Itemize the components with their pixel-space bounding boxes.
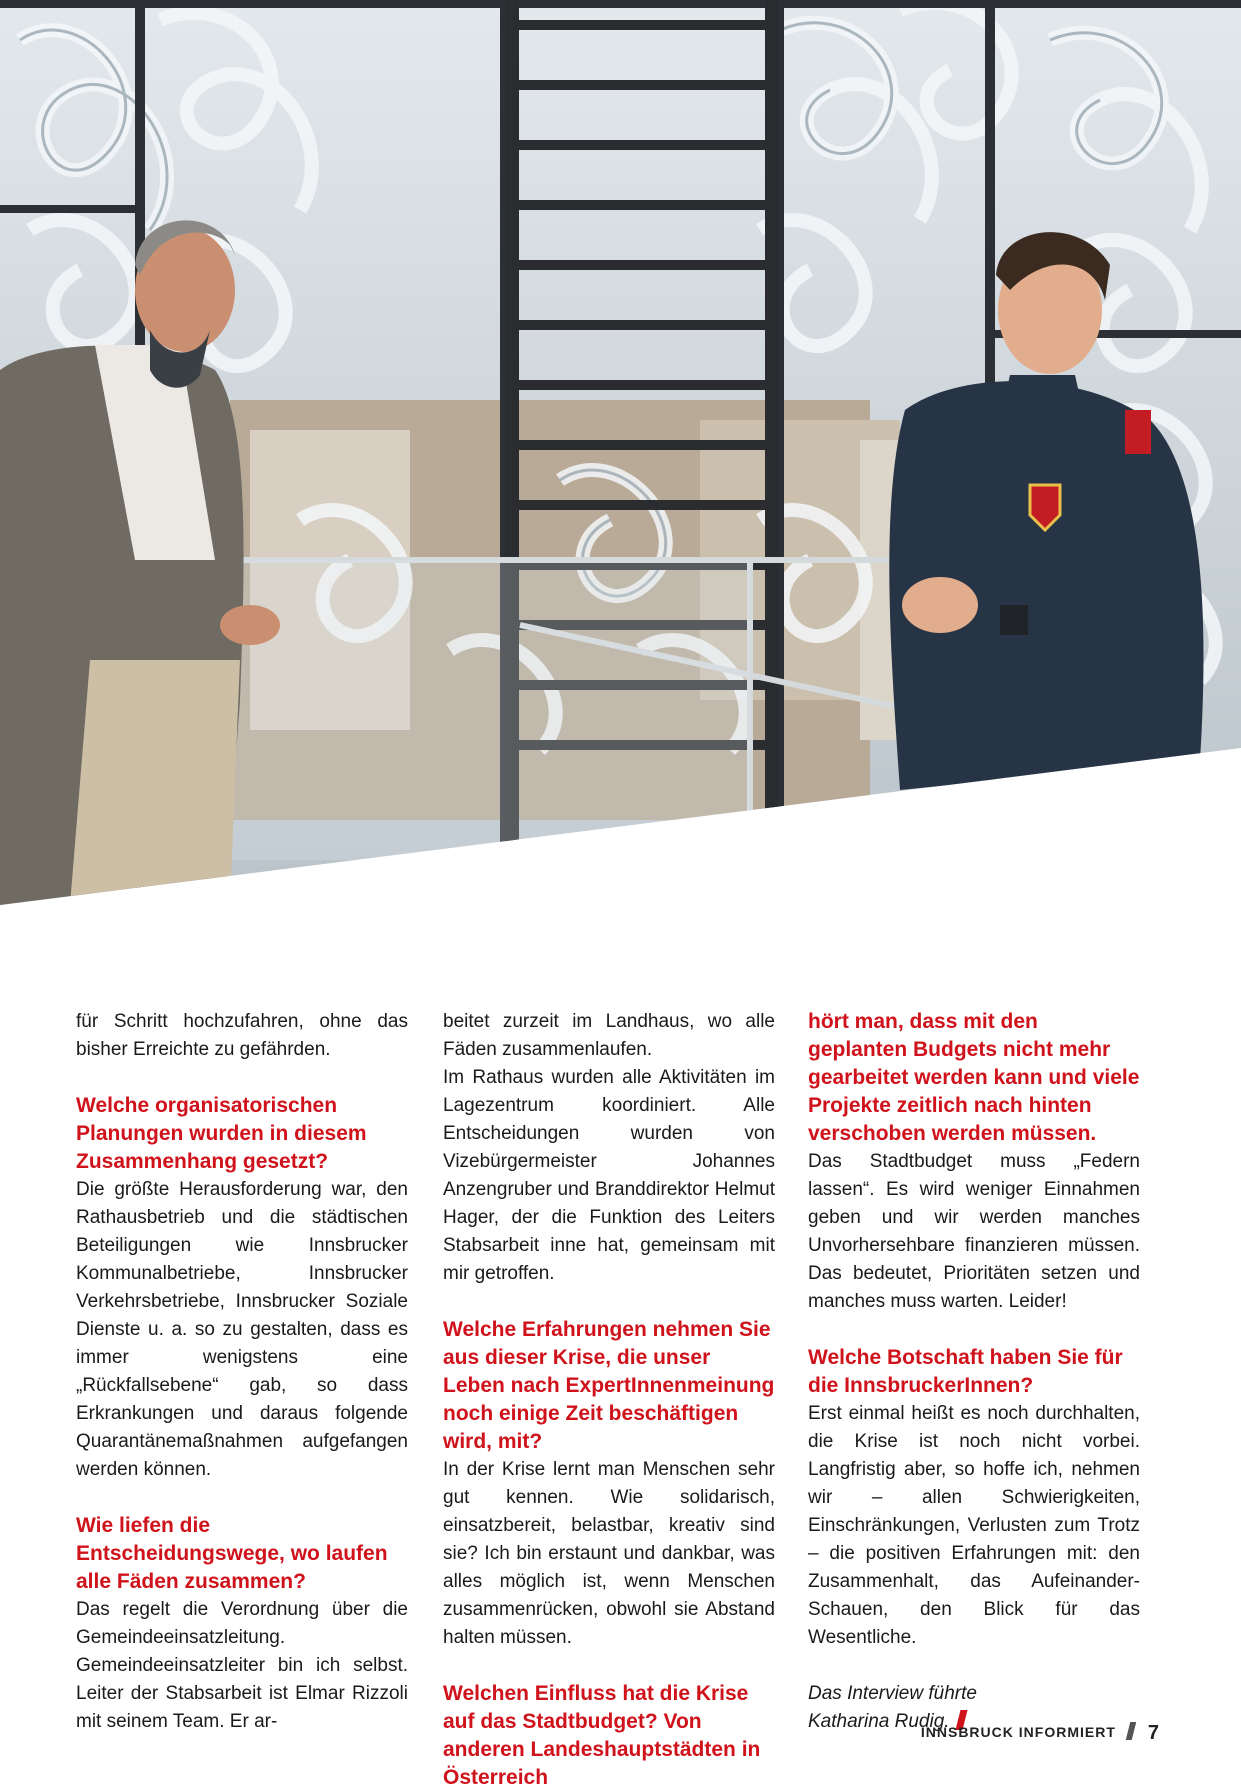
paragraph-continued: beitet zurzeit im Landhaus, wo alle Fäden zusammenlaufen.	[443, 1011, 775, 1060]
publication-name: INNSBRUCK INFORMIERT	[920, 1724, 1116, 1740]
paragraph-continued: für Schritt hochzufahren, ohne das bisher Erreichte zu gefährden.	[76, 1011, 408, 1060]
text-column-3	[808, 1008, 1140, 1736]
text-column-2	[443, 1008, 775, 1792]
question-heading: Welche Erfahrungen nehmen Sie aus dieser Krise, die unser Leben nach ExpertInnenmeinung noch einige Zeit beschäftigen wird, mit?	[443, 1318, 775, 1453]
answer-paragraph: In der Krise lernt man Menschen sehr gut kennen. Wie solidarisch, einsatzbereit, belastbar, kreativ sind sie? Ich bin erstaunt und dankbar, was alles möglich ist, wenn Menschen zusammenrücken, obwohl sie Abstand halten müssen.	[443, 1459, 775, 1648]
text-column-1	[76, 1008, 408, 1736]
interview-credit-line: Das Interview führte	[808, 1683, 977, 1704]
answer-paragraph: Die größte Herausforderung war, den Rathausbetrieb und die städtischen Beteiligungen wie Innsbrucker Kommunalbetriebe, Innsbrucker Verkehrsbetriebe, Innsbrucker Soziale Dienste u. a. so zu gestalten, dass es immer wenigstens eine „Rückfallsebene“ gab, so dass Erkrankungen und daraus folgende Quarantänemaßnahmen aufgefangen werden können.	[76, 1179, 408, 1480]
question-heading: Welchen Einfluss hat die Krise auf das Stadtbudget? Von anderen Landeshauptstädten in Österreich	[443, 1682, 761, 1789]
answer-paragraph: Im Rathaus wurden alle Aktivitäten im Lagezentrum koordiniert. Alle Entscheidungen wurden von Vizebürgermeister Johannes Anzengruber und Branddirektor Helmut Hager, der die Funktion des Leiters Stabsarbeit inne hat, gemeinsam mit mir getroffen.	[443, 1067, 775, 1284]
page-footer	[921, 1722, 1159, 1745]
page-number: 7	[1147, 1722, 1159, 1744]
footer-divider-icon	[1126, 1722, 1136, 1740]
question-heading: Welche organisatorischen Planungen wurden in diesem Zusammenhang gesetzt?	[76, 1094, 367, 1173]
interviewer-name: Katharina Rudig.	[808, 1711, 950, 1732]
question-heading: Welche Botschaft haben Sie für die InnsbruckerInnen?	[808, 1346, 1123, 1397]
question-heading: Wie liefen die Entscheidungswege, wo laufen alle Fäden zusammen?	[76, 1514, 388, 1593]
answer-paragraph: Das Stadtbudget muss „Federn lassen“. Es wird weniger Einnahmen geben und wir werden manches Unvorhersehbare finanzieren müssen. Das bedeutet, Prioritäten setzen und manches muss warten. Leider!	[808, 1151, 1140, 1312]
answer-paragraph: Das regelt die Verordnung über die Gemeindeeinsatzleitung. Gemeindeeinsatzleiter bin ich selbst. Leiter der Stabsarbeit ist Elmar Rizzoli mit seinem Team. Er ar-	[76, 1599, 408, 1732]
question-heading-continued: hört man, dass mit den geplanten Budgets nicht mehr gearbeitet werden kann und viele Projekte zeitlich nach hinten verschoben werden müssen.	[808, 1010, 1140, 1145]
answer-paragraph: Erst einmal heißt es noch durchhalten, die Krise ist noch nicht vorbei. Langfristig aber, so hoffe ich, nehmen wir – allen Schwierigkeiten, Einschränkungen, Verlusten zum Trotz – die positiven Erfahrungen mit: den Zusammenhalt, das Aufeinander-Schauen, den Blick für das Wesentliche.	[808, 1403, 1140, 1648]
